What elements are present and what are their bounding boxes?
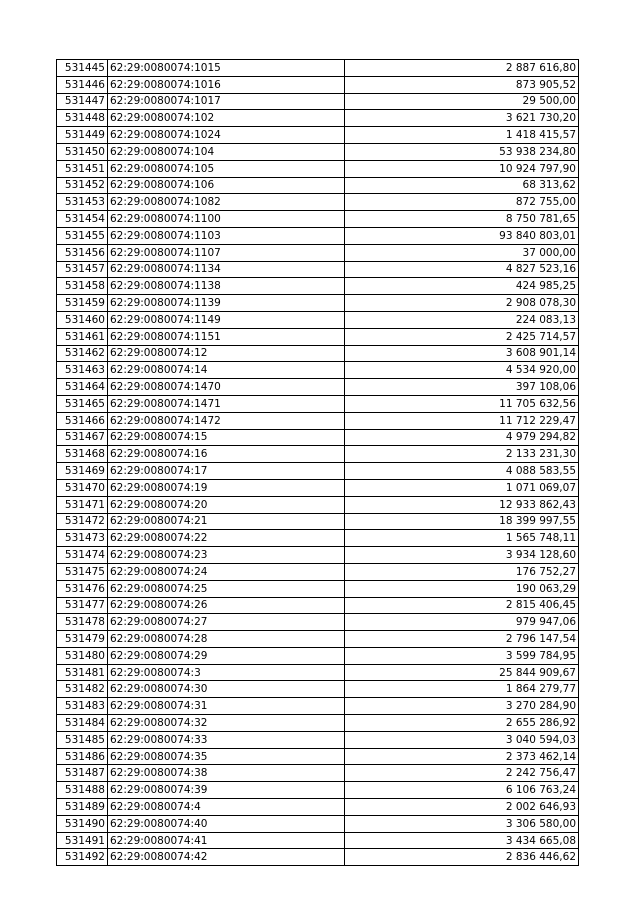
row-number-cell: 531457 [57,261,108,278]
table-row [57,446,579,463]
row-number-cell: 531476 [57,580,108,597]
cadastral-value-cell: 424 985,25 [345,278,579,295]
cadastral-value-cell: 18 399 997,55 [345,513,579,530]
table-row [57,631,579,648]
cadastral-number-cell: 62:29:0080074:1015 [108,60,345,77]
cadastral-value-cell: 190 063,29 [345,580,579,597]
row-number-cell: 531465 [57,395,108,412]
row-number-cell: 531460 [57,311,108,328]
cadastral-number-cell: 62:29:0080074:22 [108,530,345,547]
table-row [57,731,579,748]
cadastral-number-cell: 62:29:0080074:12 [108,345,345,362]
table-row [57,647,579,664]
row-number-cell: 531469 [57,463,108,480]
cadastral-number-cell: 62:29:0080074:17 [108,463,345,480]
cadastral-number-cell: 62:29:0080074:42 [108,849,345,866]
row-number-cell: 531480 [57,647,108,664]
cadastral-value-cell: 93 840 803,01 [345,227,579,244]
cadastral-number-cell: 62:29:0080074:102 [108,110,345,127]
cadastral-number-cell: 62:29:0080074:23 [108,547,345,564]
row-number-cell: 531478 [57,614,108,631]
table-row [57,547,579,564]
cadastral-value-cell: 397 108,06 [345,379,579,396]
cadastral-value-cell: 2 796 147,54 [345,631,579,648]
row-number-cell: 531477 [57,597,108,614]
cadastral-number-cell: 62:29:0080074:24 [108,563,345,580]
cadastral-number-cell: 62:29:0080074:1470 [108,379,345,396]
row-number-cell: 531459 [57,295,108,312]
cadastral-number-cell: 62:29:0080074:25 [108,580,345,597]
row-number-cell: 531461 [57,328,108,345]
table-row [57,177,579,194]
cadastral-value-cell: 29 500,00 [345,93,579,110]
row-number-cell: 531492 [57,849,108,866]
cadastral-number-cell: 62:29:0080074:1471 [108,395,345,412]
cadastral-number-cell: 62:29:0080074:28 [108,631,345,648]
table-row [57,211,579,228]
row-number-cell: 531452 [57,177,108,194]
cadastral-value-cell: 2 002 646,93 [345,799,579,816]
cadastral-number-cell: 62:29:0080074:105 [108,160,345,177]
cadastral-number-cell: 62:29:0080074:1134 [108,261,345,278]
cadastral-value-cell: 2 425 714,57 [345,328,579,345]
cadastral-value-cell: 979 947,06 [345,614,579,631]
cadastral-value-cell: 25 844 909,67 [345,664,579,681]
cadastral-number-cell: 62:29:0080074:41 [108,832,345,849]
table-row [57,715,579,732]
table-row [57,261,579,278]
cadastral-value-cell: 2 908 078,30 [345,295,579,312]
row-number-cell: 531489 [57,799,108,816]
cadastral-number-cell: 62:29:0080074:14 [108,362,345,379]
row-number-cell: 531454 [57,211,108,228]
cadastral-number-cell: 62:29:0080074:1100 [108,211,345,228]
table-row [57,698,579,715]
row-number-cell: 531466 [57,412,108,429]
cadastral-value-cell: 2 836 446,62 [345,849,579,866]
table-row [57,463,579,480]
table-row [57,849,579,866]
table-row [57,614,579,631]
row-number-cell: 531447 [57,93,108,110]
row-number-cell: 531470 [57,479,108,496]
row-number-cell: 531485 [57,731,108,748]
table-row [57,244,579,261]
cadastral-value-cell: 3 934 128,60 [345,547,579,564]
cadastral-value-cell: 4 827 523,16 [345,261,579,278]
table-row [57,513,579,530]
row-number-cell: 531468 [57,446,108,463]
cadastral-value-cell: 4 534 920,00 [345,362,579,379]
table-row [57,799,579,816]
cadastral-value-cell: 3 599 784,95 [345,647,579,664]
cadastral-number-cell: 62:29:0080074:106 [108,177,345,194]
table-row [57,345,579,362]
table-row [57,379,579,396]
cadastral-number-cell: 62:29:0080074:40 [108,815,345,832]
table-row [57,429,579,446]
cadastral-number-cell: 62:29:0080074:31 [108,698,345,715]
table-row [57,832,579,849]
row-number-cell: 531458 [57,278,108,295]
cadastral-value-cell: 2 373 462,14 [345,748,579,765]
row-number-cell: 531483 [57,698,108,715]
row-number-cell: 531463 [57,362,108,379]
cadastral-number-cell: 62:29:0080074:1139 [108,295,345,312]
row-number-cell: 531491 [57,832,108,849]
row-number-cell: 531450 [57,143,108,160]
table-row [57,530,579,547]
cadastral-value-cell: 2 242 756,47 [345,765,579,782]
cadastral-value-cell: 2 133 231,30 [345,446,579,463]
table-row [57,580,579,597]
row-number-cell: 531487 [57,765,108,782]
table-row [57,496,579,513]
table-row [57,93,579,110]
row-number-cell: 531462 [57,345,108,362]
cadastral-value-cell: 10 924 797,90 [345,160,579,177]
table-row [57,110,579,127]
cadastral-value-cell: 873 905,52 [345,76,579,93]
row-number-cell: 531475 [57,563,108,580]
table-row [57,143,579,160]
cadastral-number-cell: 62:29:0080074:1107 [108,244,345,261]
cadastral-value-cell: 12 933 862,43 [345,496,579,513]
cadastral-value-cell: 872 755,00 [345,194,579,211]
cadastral-number-cell: 62:29:0080074:27 [108,614,345,631]
row-number-cell: 531473 [57,530,108,547]
cadastral-value-cell: 2 815 406,45 [345,597,579,614]
table-row [57,295,579,312]
table-row [57,362,579,379]
cadastral-value-cell: 176 752,27 [345,563,579,580]
row-number-cell: 531448 [57,110,108,127]
table-row [57,60,579,77]
cadastral-number-cell: 62:29:0080074:33 [108,731,345,748]
row-number-cell: 531449 [57,127,108,144]
table-body [57,60,579,866]
cadastral-value-cell: 11 712 229,47 [345,412,579,429]
cadastral-value-cell: 53 938 234,80 [345,143,579,160]
row-number-cell: 531456 [57,244,108,261]
row-number-cell: 531488 [57,782,108,799]
cadastral-value-cell: 224 083,13 [345,311,579,328]
table-row [57,563,579,580]
table-row [57,597,579,614]
cadastral-number-cell: 62:29:0080074:104 [108,143,345,160]
cadastral-value-cell: 3 621 730,20 [345,110,579,127]
table-row [57,227,579,244]
row-number-cell: 531446 [57,76,108,93]
row-number-cell: 531482 [57,681,108,698]
cadastral-number-cell: 62:29:0080074:15 [108,429,345,446]
row-number-cell: 531490 [57,815,108,832]
cadastral-number-cell: 62:29:0080074:1082 [108,194,345,211]
cadastral-number-cell: 62:29:0080074:19 [108,479,345,496]
cadastral-number-cell: 62:29:0080074:1151 [108,328,345,345]
row-number-cell: 531445 [57,60,108,77]
table-row [57,127,579,144]
cadastral-number-cell: 62:29:0080074:38 [108,765,345,782]
row-number-cell: 531471 [57,496,108,513]
cadastral-number-cell: 62:29:0080074:1138 [108,278,345,295]
row-number-cell: 531479 [57,631,108,648]
table-row [57,681,579,698]
table-row [57,765,579,782]
table-row [57,395,579,412]
row-number-cell: 531481 [57,664,108,681]
cadastral-value-cell: 2 887 616,80 [345,60,579,77]
table-row [57,815,579,832]
cadastral-number-cell: 62:29:0080074:29 [108,647,345,664]
table-row [57,194,579,211]
table-row [57,412,579,429]
cadastral-number-cell: 62:29:0080074:30 [108,681,345,698]
cadastral-number-cell: 62:29:0080074:1017 [108,93,345,110]
cadastral-value-cell: 4 088 583,55 [345,463,579,480]
cadastral-value-cell: 8 750 781,65 [345,211,579,228]
cadastral-number-cell: 62:29:0080074:32 [108,715,345,732]
cadastral-value-cell: 6 106 763,24 [345,782,579,799]
table-row [57,160,579,177]
table-row [57,782,579,799]
table-row [57,748,579,765]
cadastral-value-cell: 3 040 594,03 [345,731,579,748]
table-row [57,479,579,496]
cadastral-value-cell: 3 434 665,08 [345,832,579,849]
row-number-cell: 531451 [57,160,108,177]
cadastral-value-cell: 3 608 901,14 [345,345,579,362]
cadastral-value-cell: 1 565 748,11 [345,530,579,547]
table-row [57,328,579,345]
table-row [57,76,579,93]
cadastral-value-cell: 4 979 294,82 [345,429,579,446]
cadastral-number-cell: 62:29:0080074:21 [108,513,345,530]
cadastral-number-cell: 62:29:0080074:1472 [108,412,345,429]
cadastral-value-cell: 1 864 279,77 [345,681,579,698]
row-number-cell: 531455 [57,227,108,244]
cadastral-number-cell: 62:29:0080074:26 [108,597,345,614]
cadastral-number-cell: 62:29:0080074:1016 [108,76,345,93]
cadastral-value-cell: 11 705 632,56 [345,395,579,412]
row-number-cell: 531453 [57,194,108,211]
cadastral-number-cell: 62:29:0080074:16 [108,446,345,463]
row-number-cell: 531484 [57,715,108,732]
table-row [57,664,579,681]
cadastral-value-cell: 3 270 284,90 [345,698,579,715]
table-row [57,311,579,328]
cadastral-number-cell: 62:29:0080074:1103 [108,227,345,244]
cadastral-number-cell: 62:29:0080074:1149 [108,311,345,328]
cadastral-value-cell: 3 306 580,00 [345,815,579,832]
cadastral-number-cell: 62:29:0080074:35 [108,748,345,765]
row-number-cell: 531486 [57,748,108,765]
cadastral-value-table [56,59,579,866]
row-number-cell: 531474 [57,547,108,564]
cadastral-number-cell: 62:29:0080074:39 [108,782,345,799]
cadastral-value-cell: 2 655 286,92 [345,715,579,732]
cadastral-number-cell: 62:29:0080074:20 [108,496,345,513]
cadastral-number-cell: 62:29:0080074:3 [108,664,345,681]
row-number-cell: 531472 [57,513,108,530]
row-number-cell: 531467 [57,429,108,446]
cadastral-value-cell: 37 000,00 [345,244,579,261]
cadastral-number-cell: 62:29:0080074:1024 [108,127,345,144]
cadastral-value-cell: 68 313,62 [345,177,579,194]
cadastral-value-cell: 1 418 415,57 [345,127,579,144]
table-row [57,278,579,295]
cadastral-value-cell: 1 071 069,07 [345,479,579,496]
row-number-cell: 531464 [57,379,108,396]
cadastral-number-cell: 62:29:0080074:4 [108,799,345,816]
